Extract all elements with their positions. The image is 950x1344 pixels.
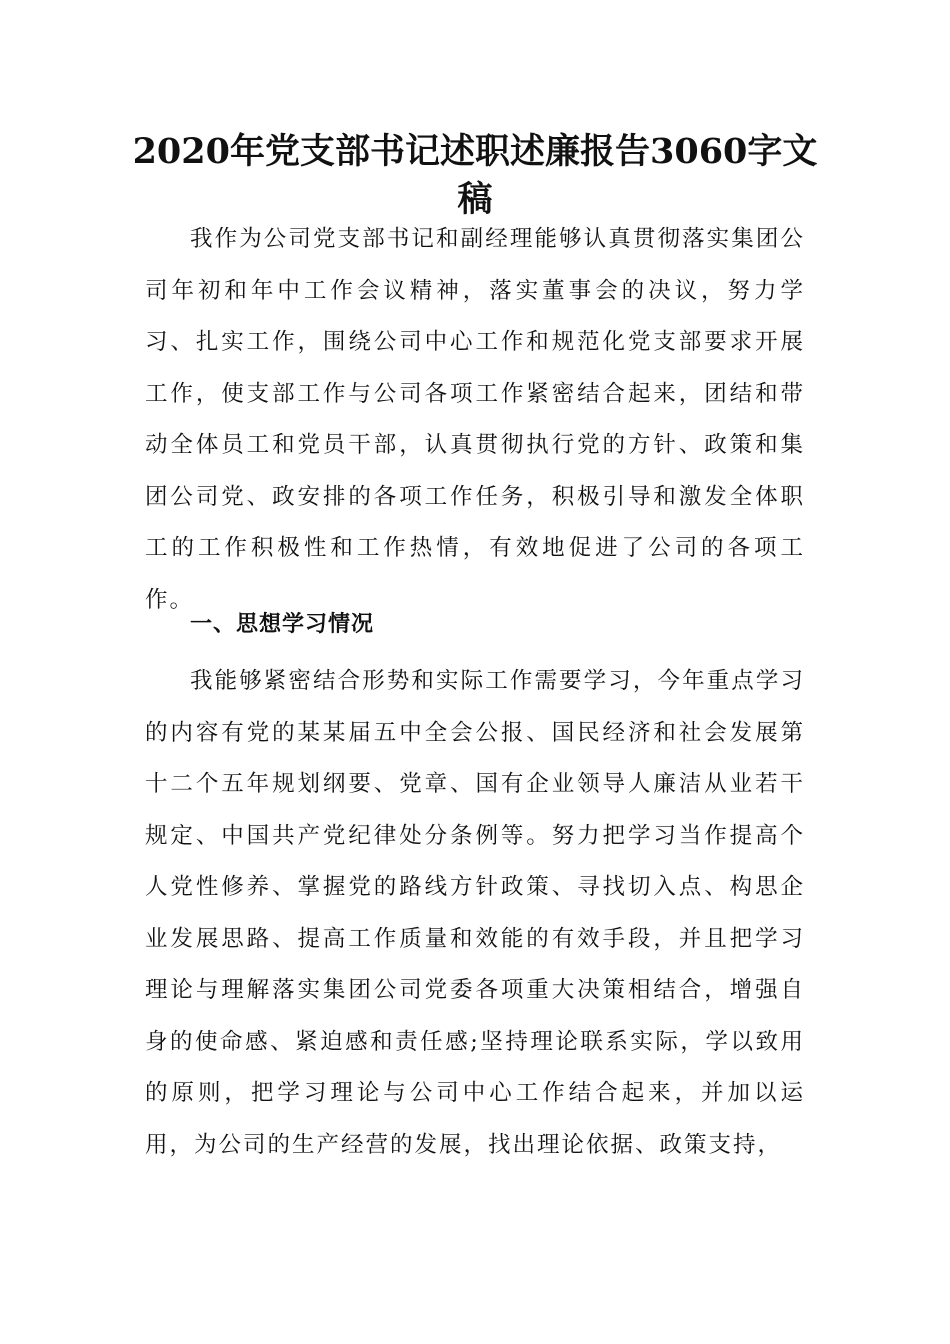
section-paragraph: 我能够紧密结合形势和实际工作需要学习，今年重点学习的内容有党的某某届五中全会公报、国民经济和社会发展第十二个五年规划纲要、党章、国有企业领导人廉洁从业若干规定、中国共产党纪律处分条例等。努力把学习当作提高个人党性修养、掌握党的路线方针政策、寻找切入点、构思企业发展思路、提高工作质量和效能的有效手段，并且把学习理论与理解落实集团公司党委各项重大决策相结合，增强自身的使命感、紧迫感和责任感;坚持理论联系实际，学以致用的原则，把学习理论与公司中心工作结合起来，并加以运用，为公司的生产经营的发展，找出理论依据、政策支持， (145, 668, 805, 1158)
section-heading: 一、思想学习情况 (190, 611, 375, 637)
document-title: 2020年党支部书记述职述廉报告3060字文稿 (132, 131, 818, 220)
intro-paragraph: 我作为公司党支部书记和副经理能够认真贯彻落实集团公司年初和年中工作会议精神，落实董事会的决议，努力学习、扎实工作，围绕公司中心工作和规范化党支部要求开展工作，使支部工作与公司各项工作紧密结合起来，团结和带动全体员工和党员干部，认真贯彻执行党的方针、政策和集团公司党、政安排的各项工作任务，积极引导和激发全体职工的工作积极性和工作热情，有效地促进了公司的各项工作。 (145, 226, 805, 613)
